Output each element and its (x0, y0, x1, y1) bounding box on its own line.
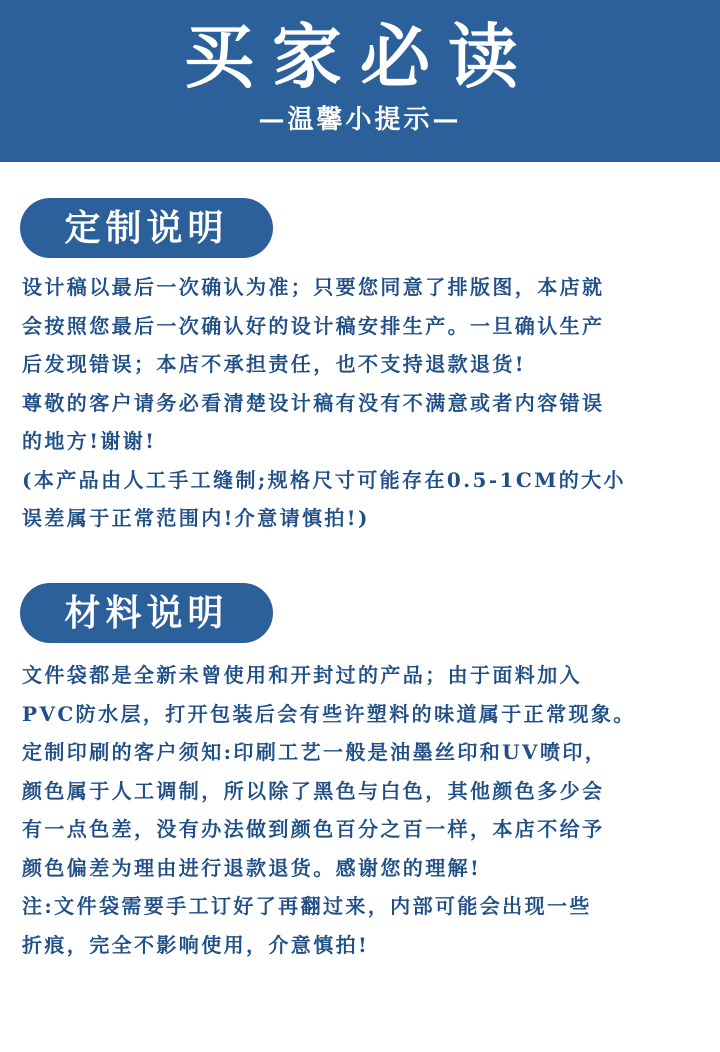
text-line: 的地方!谢谢! (22, 429, 157, 453)
text-line: 有一点色差，没有办法做到颜色百分之百一样，本店不给予 (22, 817, 605, 841)
customization-text (22, 268, 718, 538)
text-line: 误差属于正常范围内!介意请慎拍!) (22, 506, 370, 530)
section-heading-materials: 材料说明 (20, 583, 273, 643)
section-heading-customization: 定制说明 (20, 198, 273, 258)
text-line: 尊敬的客户请务必看清楚设计稿有没有不满意或者内容错误 (22, 390, 605, 415)
page-title: 买家必读 (184, 15, 536, 98)
text-line: 设计稿以最后一次确认为准；只要您同意了排版图，本店就 (22, 275, 605, 299)
text-line: 颜色偏差为理由进行退款退货。感谢您的理解! (22, 855, 482, 880)
text-line: PVC防水层，打开包装后会有些许塑料的味道属于正常现象。 (22, 701, 636, 726)
text-line: 文件袋都是全新未曾使用和开封过的产品；由于面料加入 (22, 663, 582, 687)
text-line: 后发现错误；本店不承担责任，也不支持退款退货! (22, 352, 526, 376)
text-line: 颜色属于人工调制，所以除了黑色与白色，其他颜色多少会 (22, 778, 605, 803)
header-banner (0, 0, 720, 162)
page-subtitle: —温馨小提示— (258, 105, 462, 135)
text-line: 折痕，完全不影响使用，介意慎拍! (22, 932, 370, 957)
text-line: 注:文件袋需要手工订好了再翻过来，内部可能会出现一些 (22, 894, 592, 918)
text-line: 会按照您最后一次确认好的设计稿安排生产。一旦确认生产 (22, 313, 605, 338)
text-line: 定制印刷的客户须知:印刷工艺一般是油墨丝印和UV喷印， (22, 740, 608, 764)
materials-text (22, 656, 718, 964)
text-line: (本产品由人工手工缝制;规格尺寸可能存在0.5-1CM的大小 (22, 467, 626, 492)
